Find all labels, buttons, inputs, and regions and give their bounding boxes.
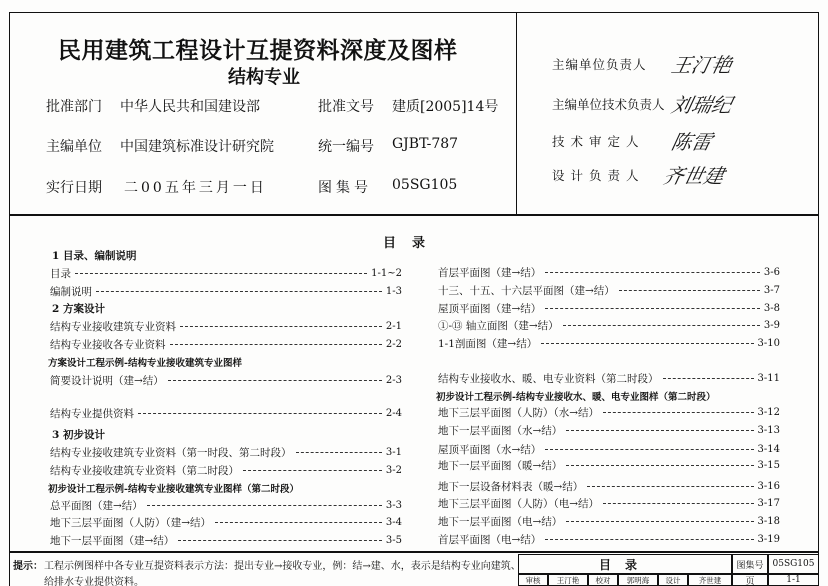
toc-entry-label: 地下三层平面图（人防）（电→结） — [438, 497, 600, 510]
toc-entry — [50, 498, 402, 512]
toc-entry-page: 3-14 — [757, 443, 780, 455]
toc-entry-label: 首层平面图（建→结） — [438, 266, 542, 279]
atlas-no-value: 05SG105 — [392, 177, 458, 193]
toc-entry-page: 3-4 — [385, 516, 402, 528]
toc-entry-label: 屋顶平面图（水→结） — [438, 443, 542, 456]
toc-entry-page: 3-3 — [385, 499, 402, 511]
document-title: 民用建筑工程设计互提资料深度及图样 — [58, 38, 458, 64]
toc-entry-page: 3-8 — [763, 302, 780, 314]
toc-entry — [438, 301, 780, 315]
effective-date-value: 二00五年三月一日 — [124, 180, 267, 196]
header-divider — [516, 12, 517, 215]
toc-leader-line — [663, 378, 754, 379]
toc-entry-label: 屋顶平面图（建→结） — [438, 302, 542, 315]
toc-entry — [438, 371, 780, 385]
titleblock-reviewer-label: 审核 — [518, 574, 548, 586]
toc-entry — [50, 463, 402, 477]
toc-entry — [438, 318, 780, 332]
toc-entry-label: 结构专业接收各专业资料 — [50, 338, 166, 351]
toc-entry-page: 2-3 — [385, 374, 402, 386]
unified-no-value: GJBT-787 — [392, 136, 459, 152]
signature-role-chief-editor: 主编单位负责人 — [552, 57, 647, 72]
toc-entry-label: 结构专业接收建筑专业资料（第二时段） — [50, 464, 239, 477]
toc-entry-label: 地下一层平面图（电→结） — [438, 515, 563, 528]
toc-entry-page: 1-3 — [385, 285, 402, 297]
toc-leader-line — [566, 430, 753, 431]
toc-entry — [438, 496, 780, 510]
toc-leader-line — [603, 503, 753, 504]
toc-entry-label: 地下一层平面图（水→结） — [438, 424, 563, 437]
toc-entry-label: 地下一层设备材料表（暖→结） — [438, 480, 584, 493]
toc-leader-line — [566, 521, 753, 522]
unified-no-label: 统一编号 — [318, 139, 374, 155]
approval-doc-value: 建质[2005]14号 — [392, 99, 499, 115]
toc-leader-line — [243, 470, 382, 471]
signature-chief-editor: 王汀艳 — [669, 53, 735, 77]
toc-entry — [438, 458, 780, 472]
toc-entry-label: 1-1剖面图（建→结） — [438, 337, 538, 350]
toc-entry-label: 结构专业接收建筑专业资料（第一时段、第二时段） — [50, 446, 292, 459]
approval-dept-label: 批准部门 — [46, 99, 102, 115]
toc-entry-label: 十三、十五、十六层平面图（建→结） — [438, 284, 615, 297]
toc-entry — [438, 283, 780, 297]
note-line-2: 给排水专业提供资料。 — [44, 577, 144, 586]
toc-entry-page: 3-10 — [757, 337, 780, 349]
signature-role-design-lead: 设计负责人 — [552, 168, 645, 183]
toc-entry — [50, 266, 402, 280]
toc-entry-page: 3-15 — [757, 459, 780, 471]
toc-entry-page: 3-5 — [385, 534, 402, 546]
toc-entry — [50, 337, 402, 351]
toc-leader-line — [566, 465, 753, 466]
toc-leader-line — [147, 505, 382, 506]
toc-leader-line — [96, 291, 382, 292]
signature-role-tech-lead: 主编单位技术负责人 — [552, 97, 665, 112]
toc-entry — [50, 533, 402, 547]
toc-entry — [50, 319, 402, 333]
toc-entry-label: 地下三层平面图（人防）（建→结） — [50, 516, 212, 529]
approval-dept-value: 中华人民共和国建设部 — [120, 99, 260, 115]
toc-entry-page: 3-9 — [763, 319, 780, 331]
note-line-1: 工程示例图样中各专业互提资料表示方法：提出专业→接收专业，例：结→建、水，表示是结构专业向建筑、 — [44, 561, 521, 572]
toc-entry-page: 3-1 — [385, 446, 402, 458]
toc-leader-line — [75, 273, 367, 274]
document-subtitle: 结构专业 — [228, 67, 300, 88]
signature-role-reviewer: 技术审定人 — [552, 134, 645, 149]
toc-entry-page: 3-16 — [757, 480, 780, 492]
toc-leader-line — [178, 540, 382, 541]
toc-entry-page: 3-17 — [757, 497, 780, 509]
toc-entry-page: 2-2 — [385, 338, 402, 350]
toc-entry — [50, 284, 402, 298]
toc-subsection-heading: 初步设计工程示例-结构专业接收建筑专业图样（第二时段） — [48, 484, 299, 495]
toc-entry-page: 1-1~2 — [371, 267, 402, 279]
toc-entry — [438, 442, 780, 456]
toc-entry-label: 结构专业接收建筑专业资料 — [50, 320, 176, 333]
toc-entry — [50, 373, 402, 387]
toc-entry-page: 3-6 — [763, 266, 780, 278]
toc-entry-label: 结构专业提供资料 — [50, 407, 134, 420]
toc-leader-line — [138, 413, 382, 414]
toc-entry-label: 简要设计说明（建→结） — [50, 374, 164, 387]
toc-section-heading: 1 目录、编制说明 — [52, 250, 137, 262]
editor-unit-label: 主编单位 — [46, 139, 102, 155]
toc-entry-page: 3-12 — [757, 406, 780, 418]
toc-entry-label: 编制说明 — [50, 285, 92, 298]
toc-entry-page: 3-13 — [757, 424, 780, 436]
toc-leader-line — [180, 326, 382, 327]
toc-entry — [438, 265, 780, 279]
signature-reviewer: 陈雷 — [669, 130, 715, 154]
toc-leader-line — [170, 344, 382, 345]
signature-tech-lead: 刘瑞纪 — [669, 93, 735, 117]
toc-entry-label: 地下三层平面图（人防）（水→结） — [438, 406, 600, 419]
titleblock-checker-name: 郭明海 — [618, 574, 658, 586]
approval-doc-label: 批准文号 — [318, 99, 374, 115]
toc-entry — [438, 479, 780, 493]
toc-section-heading: 3 初步设计 — [52, 429, 105, 441]
toc-entry-label: ①-⑬ 轴立面图（建→结） — [438, 319, 559, 332]
toc-entry-page: 3-19 — [757, 533, 780, 545]
toc-entry — [438, 532, 780, 546]
titleblock-page-value: 1-1 — [768, 574, 819, 586]
toc-entry — [438, 514, 780, 528]
toc-leader-line — [541, 343, 753, 344]
toc-entry — [50, 515, 402, 529]
titleblock-designer-label: 设计 — [658, 574, 688, 586]
titleblock-title: 目录 — [518, 554, 732, 574]
toc-leader-line — [168, 380, 382, 381]
toc-leader-line — [296, 452, 382, 453]
toc-leader-line — [545, 449, 753, 450]
toc-entry-label: 首层平面图（电→结） — [438, 533, 542, 546]
toc-subsection-heading: 初步设计工程示例-结构专业接收水、暖、电专业图样（第二时段） — [436, 392, 716, 403]
atlas-no-label: 图集号 — [318, 180, 372, 196]
toc-entry — [50, 406, 402, 420]
toc-section-heading: 2 方案设计 — [52, 303, 105, 315]
titleblock-designer-name: 齐世建 — [688, 574, 732, 586]
editor-unit-value: 中国建筑标准设计研究院 — [120, 139, 274, 155]
toc-leader-line — [563, 325, 760, 326]
toc-entry — [50, 445, 402, 459]
toc-leader-line — [545, 272, 760, 273]
toc-entry — [438, 405, 780, 419]
toc-entry-page: 2-1 — [385, 320, 402, 332]
toc-entry-label: 地下一层平面图（暖→结） — [438, 459, 563, 472]
signature-design-lead: 齐世建 — [661, 164, 727, 188]
toc-leader-line — [587, 486, 753, 487]
toc-entry — [438, 336, 780, 350]
titleblock-checker-label: 校对 — [588, 574, 618, 586]
toc-entry-label: 结构专业接收水、暖、电专业资料（第二时段） — [438, 372, 659, 385]
toc-entry-label: 地下一层平面图（建→结） — [50, 534, 175, 547]
toc-entry-page: 3-18 — [757, 515, 780, 527]
toc-entry-page: 3-2 — [385, 464, 402, 476]
titleblock-atlas-value: 05SG105 — [768, 554, 819, 574]
toc-entry-label: 总平面图（建→结） — [50, 499, 143, 512]
titleblock-reviewer-name: 王汀艳 — [548, 574, 588, 586]
toc-heading: 目录 — [383, 236, 442, 251]
toc-entry-page: 3-11 — [757, 372, 780, 384]
toc-leader-line — [603, 412, 753, 413]
toc-entry-page: 3-7 — [763, 284, 780, 296]
toc-entry — [438, 423, 780, 437]
toc-leader-line — [545, 308, 760, 309]
toc-subsection-heading: 方案设计工程示例-结构专业接收建筑专业图样 — [48, 358, 242, 369]
toc-leader-line — [545, 539, 753, 540]
toc-leader-line — [215, 522, 382, 523]
titleblock-page-label: 页 — [732, 574, 768, 586]
effective-date-label: 实行日期 — [46, 180, 102, 196]
titleblock-atlas-label: 图集号 — [732, 554, 768, 574]
toc-entry-label: 目录 — [50, 267, 71, 280]
toc-leader-line — [619, 290, 760, 291]
toc-entry-page: 2-4 — [385, 407, 402, 419]
note-label: 提示： — [13, 561, 43, 572]
